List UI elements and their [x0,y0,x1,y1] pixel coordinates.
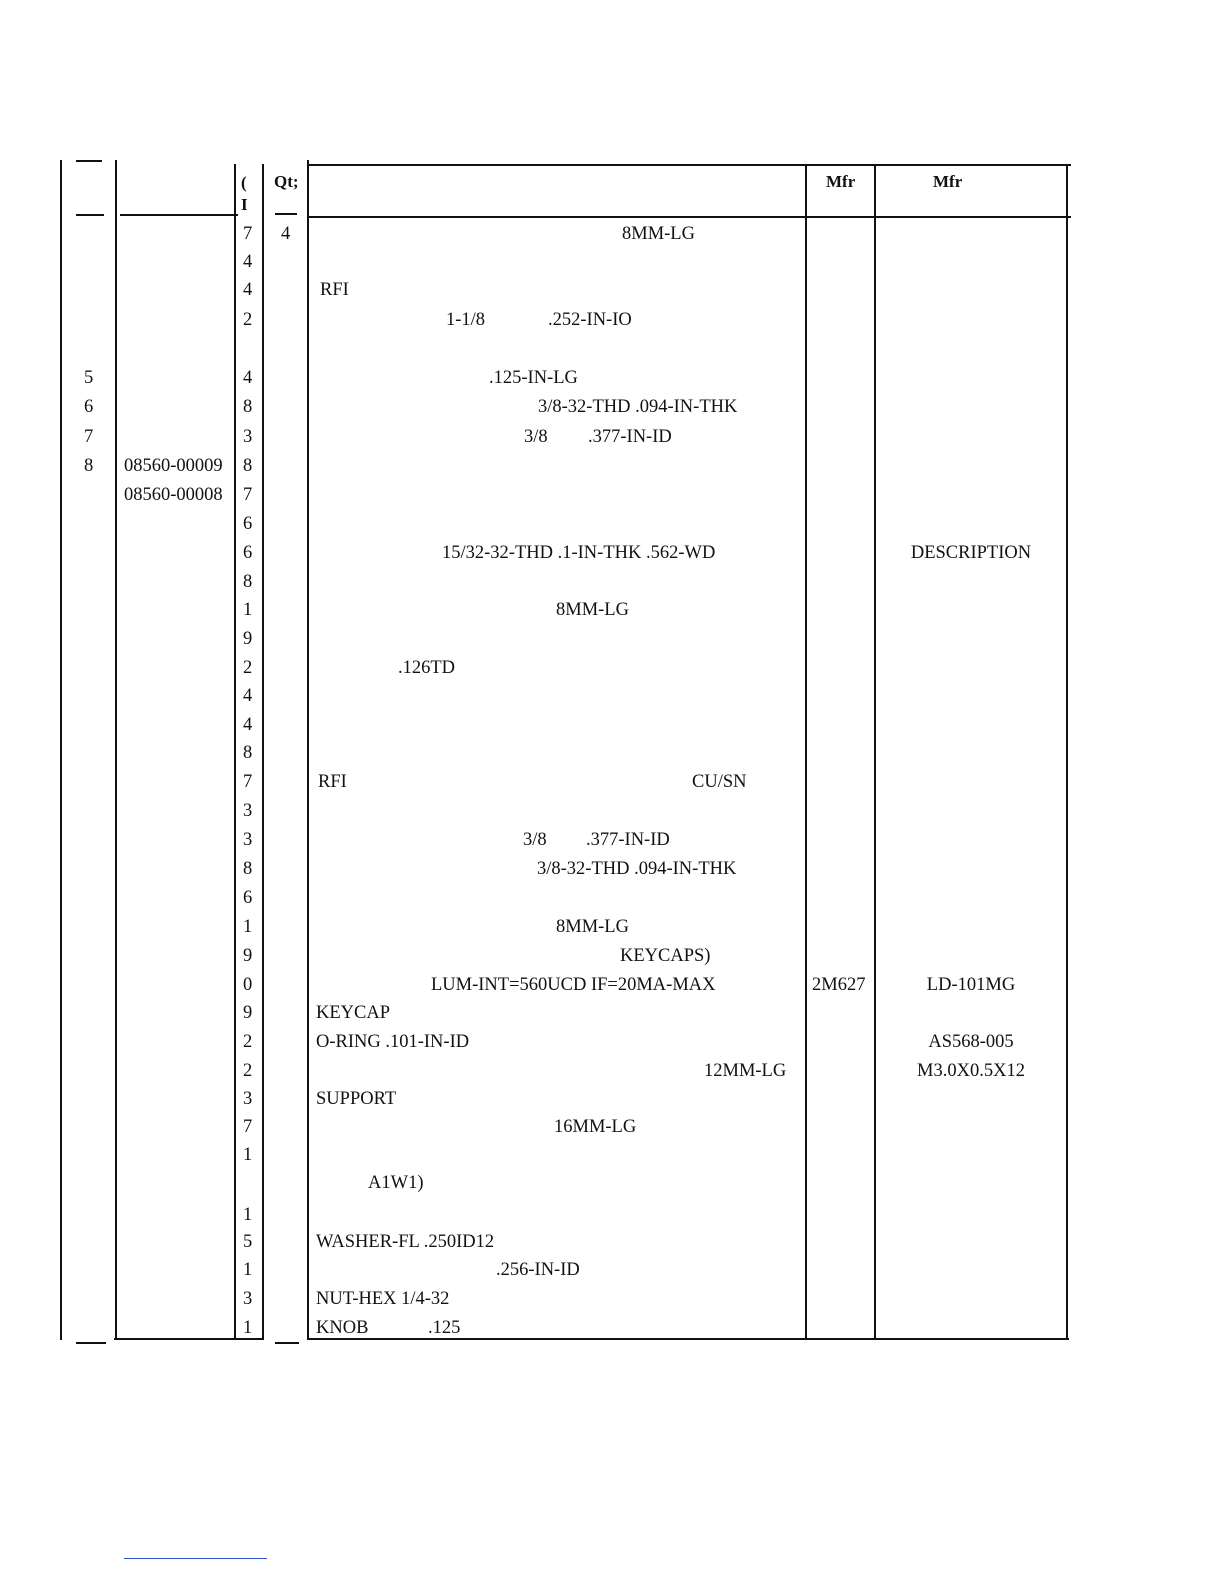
header-rule-qty [275,213,297,215]
vrule-part-cd [234,164,236,1340]
description-fragment: .125-IN-LG [489,368,578,388]
check-digit: 1 [243,917,253,937]
description-fragment: .252-IN-IO [548,310,632,330]
check-digit: 3 [243,830,253,850]
check-digit: 7 [243,485,253,505]
check-digit: 8 [243,572,253,592]
mfr-part-number: M3.0X0.5X12 [917,1061,1025,1081]
header-rule-part [120,214,238,216]
check-digit: 2 [243,310,253,330]
check-digit: 4 [243,715,253,735]
bottom-rule-ref [76,1342,106,1344]
part-number: 08560-00008 [124,485,223,505]
check-digit: 8 [243,743,253,763]
check-digit: 2 [243,1032,253,1052]
description-fragment: 3/8 [524,427,548,447]
description-fragment: 8MM-LG [556,917,629,937]
mfr-part-number: DESCRIPTION [910,543,1032,563]
ref-desig: 8 [84,456,94,476]
check-digit: 7 [243,1117,253,1137]
check-digit: 0 [243,975,253,995]
header-rule-ref [76,214,104,216]
description-fragment: .377-IN-ID [588,427,672,447]
vrule-desc-mfr [805,164,807,1340]
bottom-rule-desc [307,1338,1069,1340]
description-fragment: A1W1) [368,1173,424,1193]
header-mfr-code: Mfr [826,172,856,191]
check-digit: 2 [243,658,253,678]
description-fragment: CU/SN [692,772,747,792]
bottom-rule-part [114,1338,264,1340]
description-fragment: KEYCAP [316,1003,391,1023]
description-fragment: LUM-INT=560UCD IF=20MA-MAX [431,975,716,995]
check-digit: 9 [243,629,253,649]
description-fragment: .126TD [398,658,456,678]
description-fragment: 1-1/8 [446,310,486,330]
top-rule-ref [76,160,102,162]
ref-desig: 6 [84,397,94,417]
description-fragment: .125 [428,1318,461,1338]
check-digit: 2 [243,1061,253,1081]
check-digit: 1 [243,600,253,620]
header-cd: ( I [241,173,248,214]
header-rule-desc [309,216,1071,218]
footer-line [124,1558,267,1559]
vrule-qty-desc [307,160,309,1340]
check-digit: 4 [243,368,253,388]
description-fragment: SUPPORT [316,1089,397,1109]
check-digit: 4 [243,686,253,706]
description-fragment: 8MM-LG [556,600,629,620]
bottom-rule-qty [275,1342,299,1344]
check-digit: 3 [243,801,253,821]
description-fragment: .377-IN-ID [586,830,670,850]
check-digit: 3 [243,1089,253,1109]
top-rule-desc [309,164,1071,166]
vrule-left [60,160,62,1340]
description-fragment: RFI [318,772,347,792]
vrule-ref-part [115,160,117,1340]
check-digit: 9 [243,946,253,966]
description-fragment: 3/8 [523,830,547,850]
check-digit: 7 [243,224,253,244]
header-mfr-part: Mfr [933,172,963,191]
ref-desig: 7 [84,427,94,447]
description-fragment: 15/32-32-THD .1-IN-THK .562-WD [442,543,716,563]
check-digit: 5 [243,1232,253,1252]
quantity: 4 [281,224,291,244]
check-digit: 6 [243,514,253,534]
header-qty: Qt; [274,172,299,191]
check-digit: 6 [243,888,253,908]
check-digit: 7 [243,772,253,792]
check-digit: 3 [243,427,253,447]
description-fragment: WASHER-FL .250ID12 [316,1232,495,1252]
mfr-code: 2M627 [812,975,866,995]
description-fragment: KEYCAPS) [620,946,711,966]
description-fragment: O-RING .101-IN-ID [316,1032,470,1052]
vrule-cd-qty [262,164,264,1340]
description-fragment: 3/8-32-THD .094-IN-THK [537,859,737,879]
description-fragment: 3/8-32-THD .094-IN-THK [538,397,738,417]
check-digit: 8 [243,397,253,417]
check-digit: 8 [243,859,253,879]
description-fragment: 16MM-LG [554,1117,637,1137]
check-digit: 1 [243,1145,253,1165]
description-fragment: 8MM-LG [622,224,695,244]
check-digit: 8 [243,456,253,476]
description-fragment: 12MM-LG [704,1061,787,1081]
mfr-part-number: LD-101MG [926,975,1016,995]
vrule-mfr-part [874,164,876,1340]
description-fragment: KNOB [316,1318,369,1338]
ref-desig: 5 [84,368,94,388]
check-digit: 9 [243,1003,253,1023]
check-digit: 4 [243,280,253,300]
check-digit: 1 [243,1318,253,1338]
check-digit: 1 [243,1260,253,1280]
description-fragment: NUT-HEX 1/4-32 [316,1289,450,1309]
check-digit: 3 [243,1289,253,1309]
check-digit: 1 [243,1205,253,1225]
part-number: 08560-00009 [124,456,223,476]
check-digit: 6 [243,543,253,563]
mfr-part-number: AS568-005 [928,1032,1014,1052]
description-fragment: .256-IN-ID [496,1260,580,1280]
description-fragment: RFI [320,280,349,300]
vrule-right [1066,164,1068,1340]
check-digit: 4 [243,252,253,272]
